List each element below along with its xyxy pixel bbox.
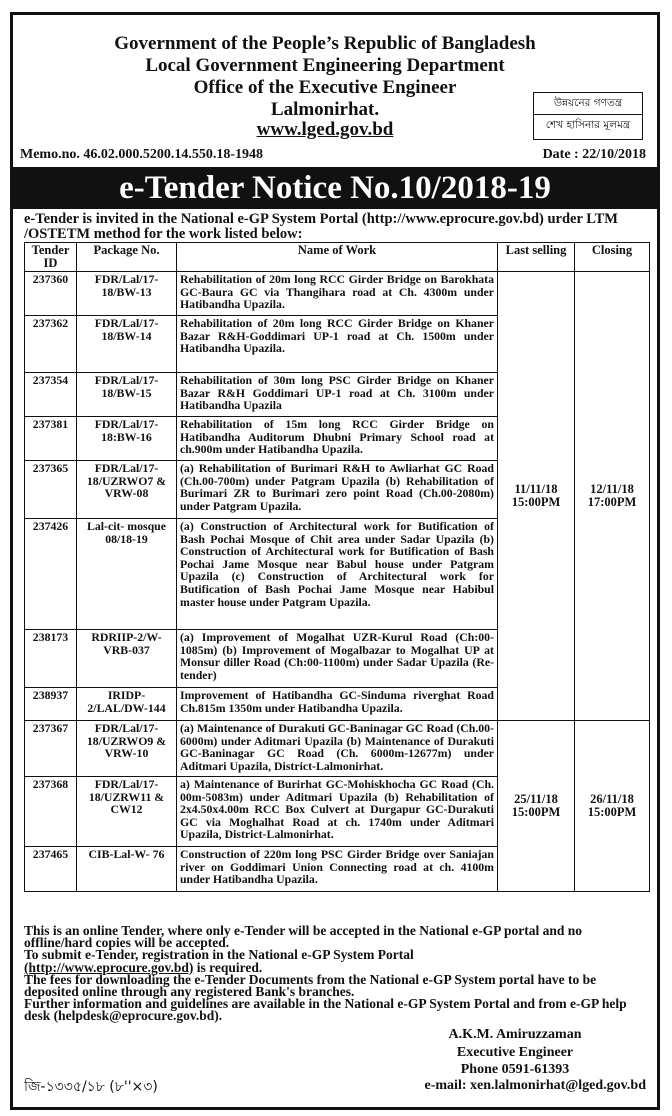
last-selling-date: 11/11/18 — [514, 482, 558, 496]
package-no: FDR/Lal/17-18/UZRWO9 & VRW-10 — [77, 721, 177, 777]
work-name: (a) Improvement of Mogalhat UZR-Kurul Road (Ch:00-1085m) (b) Improvement of Mogalbazar to Mogalhat UP at Monsur diller Road (Ch:00-1100m) under Sadar Upazila (Re-tender) — [177, 630, 498, 688]
work-name: Rehabilitation of 20m long RCC Girder Bridge on Barokhata GC-Baura GC via Thangihara road at Ch. 4300m under Hatibandha Upazila. — [177, 272, 498, 316]
department-heading: Local Government Engineering Department — [145, 55, 505, 76]
closing-time: 17:00PM — [587, 495, 637, 509]
closing-date: 26/11/18 — [590, 792, 634, 806]
tender-instructions — [24, 925, 644, 1023]
tender-id: 237362 — [25, 316, 77, 373]
closing-group-1 — [575, 272, 650, 721]
package-no: FDR/Lal/17-18/BW-13 — [77, 272, 177, 316]
slogan-box — [533, 92, 643, 140]
ad-code: জি-১৩৩৫/১৮ (৮''×৩) — [24, 1079, 158, 1095]
package-no: IRIDP-2/LAL/DW-144 — [77, 688, 177, 721]
work-name: (a) Construction of Architectural work for Butification of Bash Pochai Mosque of Chit area under Sadar Upazila (b) Construction of Architectural work for Butification of Bash Pochai Jame Mosque near Babul house under Patgram Upazila (c) Construction of Architectural work for Butification of Bash Pochai Jame Mosque near Habibul master house under Patgram Upazila. — [177, 519, 498, 630]
last-selling-date: 25/11/18 — [514, 792, 558, 806]
tender-id: 237367 — [25, 721, 77, 777]
location-heading: Lalmonirhat. — [270, 99, 380, 120]
tender-id: 237465 — [25, 847, 77, 892]
package-no: RDRIIP-2/W-VRB-037 — [77, 630, 177, 688]
memo-number: Memo.no. 46.02.000.5200.14.550.18-1948 — [20, 147, 264, 162]
package-no: CIB-Lal-W- 76 — [77, 847, 177, 892]
package-no: FDR/Lal/17-18/UZRWO7 & VRW-08 — [77, 461, 177, 519]
website-link[interactable]: www.lged.gov.bd — [256, 119, 394, 140]
last-selling-group-2 — [498, 721, 575, 892]
table-row — [25, 272, 650, 316]
col-last-selling: Last selling — [498, 243, 575, 272]
package-no: FDR/Lal/17-18/BW-14 — [77, 316, 177, 373]
intro-text: e-Tender is invited in the National e-GP System Portal (http://www.eprocure.gov.bd) urder LTM /OSTETM method for the work listed below: — [24, 211, 618, 242]
table-header-row — [25, 243, 650, 272]
signatory-phone: Phone 0591-61393 — [460, 1062, 570, 1077]
work-name: (a) Rehabilitation of Burimari R&H to Awliarhat GC Road (Ch.00-700m) under Patgram Upazila (b) Rehabilitation of Burimari ZR to Burimari zero point Road (Ch.00-2080m) under Patgram Upazila. — [177, 461, 498, 519]
closing-time: 15:00PM — [587, 805, 637, 819]
tender-id: 238173 — [25, 630, 77, 688]
work-name: a) Maintenance of Burirhat GC-Mohiskhocha GC Road (Ch. 00m-5083m) under Aditmari Upazila (b) Rehabilitation of 2x4.50x4.00m RCC Box Culvert at Durgapur GC-Durakuti GC via Moghalhat Road at ch. 1740m under Aditmari Upazila, District-Lalmonirhat. — [177, 777, 498, 847]
notice-date: Date : 22/10/2018 — [542, 147, 646, 162]
col-closing: Closing — [575, 243, 650, 272]
note-fees: The fees for downloading the e-Tender Documents from the National e-GP System portal have to be deposited online through any registered Bank's branches. — [24, 971, 597, 1000]
work-name: Rehabilitation of 30m long PSC Girder Bridge on Khaner Bazar R&H Goddimari UP-1 road at Ch. 3100m under Hatibandha Upazila — [177, 373, 498, 417]
note-online-only: This is an online Tender, where only e-Tender will be accepted in the National e-GP portal and no offline/hard copies will be accepted. — [24, 923, 583, 951]
table-row — [25, 721, 650, 777]
package-no: FDR/Lal/17-18:BW-16 — [77, 417, 177, 461]
slogan-line-1: উন্নয়নের গণতন্ত্র — [553, 97, 623, 109]
col-work: Name of Work — [177, 243, 498, 272]
work-name: Construction of 220m long PSC Girder Bridge over Saniajan river on Goddimari Union Connecting road at ch. 4100m under Hatibandha Upazila. — [177, 847, 498, 892]
package-no: Lal-cit- mosque 08/18-19 — [77, 519, 177, 630]
tender-id: 237381 — [25, 417, 77, 461]
notice-title: e-Tender Notice No.10/2018-19 — [13, 167, 657, 209]
work-name: Rehabilitation of 15m long RCC Girder Bridge on Hatibandha Auditorum Dhubni Primary School road at ch.900m under Hatibandha Upazila. — [177, 417, 498, 461]
signatory-designation: Executive Engineer — [456, 1045, 574, 1060]
office-heading: Office of the Executive Engineer — [193, 77, 457, 98]
signatory-name: A.K.M. Amiruzzaman — [448, 1027, 582, 1042]
col-package: Package No. — [77, 243, 177, 272]
tender-table — [24, 242, 650, 892]
note-further-info: Further information and guidelines are available in the National e-GP System Portal and from e-GP help desk (helpdesk@eprocure.gov.bd). — [24, 996, 627, 1024]
last-selling-time: 15:00PM — [511, 495, 561, 509]
government-heading: Government of the People’s Republic of Bangladesh — [114, 33, 536, 54]
note-required: is required. — [193, 959, 263, 975]
tender-id: 237365 — [25, 461, 77, 519]
package-no: FDR/Lal/17-18/BW-15 — [77, 373, 177, 417]
tender-id: 238937 — [25, 688, 77, 721]
signatory-email[interactable]: e-mail: xen.lalmonirhat@lged.gov.bd — [424, 1078, 646, 1093]
closing-date: 12/11/18 — [590, 482, 634, 496]
slogan-line-2: শেখ হাসিনার মূলমন্ত্র — [534, 114, 642, 136]
last-selling-time: 15:00PM — [511, 805, 561, 819]
work-name: (a) Maintenance of Durakuti GC-Baninagar GC Road (Ch.00-6000m) under Aditmari Upazila (b) Maintenance of Durakuti GC-Baninagar GC Road (Ch. 6000m-12677m) under Aditmari Upazila, District-Lalmonirhat. — [177, 721, 498, 777]
tender-id: 237368 — [25, 777, 77, 847]
last-selling-group-1 — [498, 272, 575, 721]
package-no: FDR/Lal/17-18/UZRW11 & CW12 — [77, 777, 177, 847]
tender-id: 237360 — [25, 272, 77, 316]
tender-id: 237426 — [25, 519, 77, 630]
work-name: Rehabilitation of 20m long RCC Girder Bridge on Khaner Bazar R&H-Goddimari UP-1 road at Ch. 1500m under Hatibandha Upazila. — [177, 316, 498, 373]
eprocure-link[interactable]: (http://www.eprocure.gov.bd) — [24, 959, 194, 975]
note-registration: To submit e-Tender, registration in the National e-GP System Portal — [24, 947, 414, 963]
closing-group-2 — [575, 721, 650, 892]
work-name: Improvement of Hatibandha GC-Sinduma riverghat Road Ch.815m 1350m under Hatibandha Upazila. — [177, 688, 498, 721]
tender-id: 237354 — [25, 373, 77, 417]
col-tender-id: Tender ID — [25, 243, 77, 272]
